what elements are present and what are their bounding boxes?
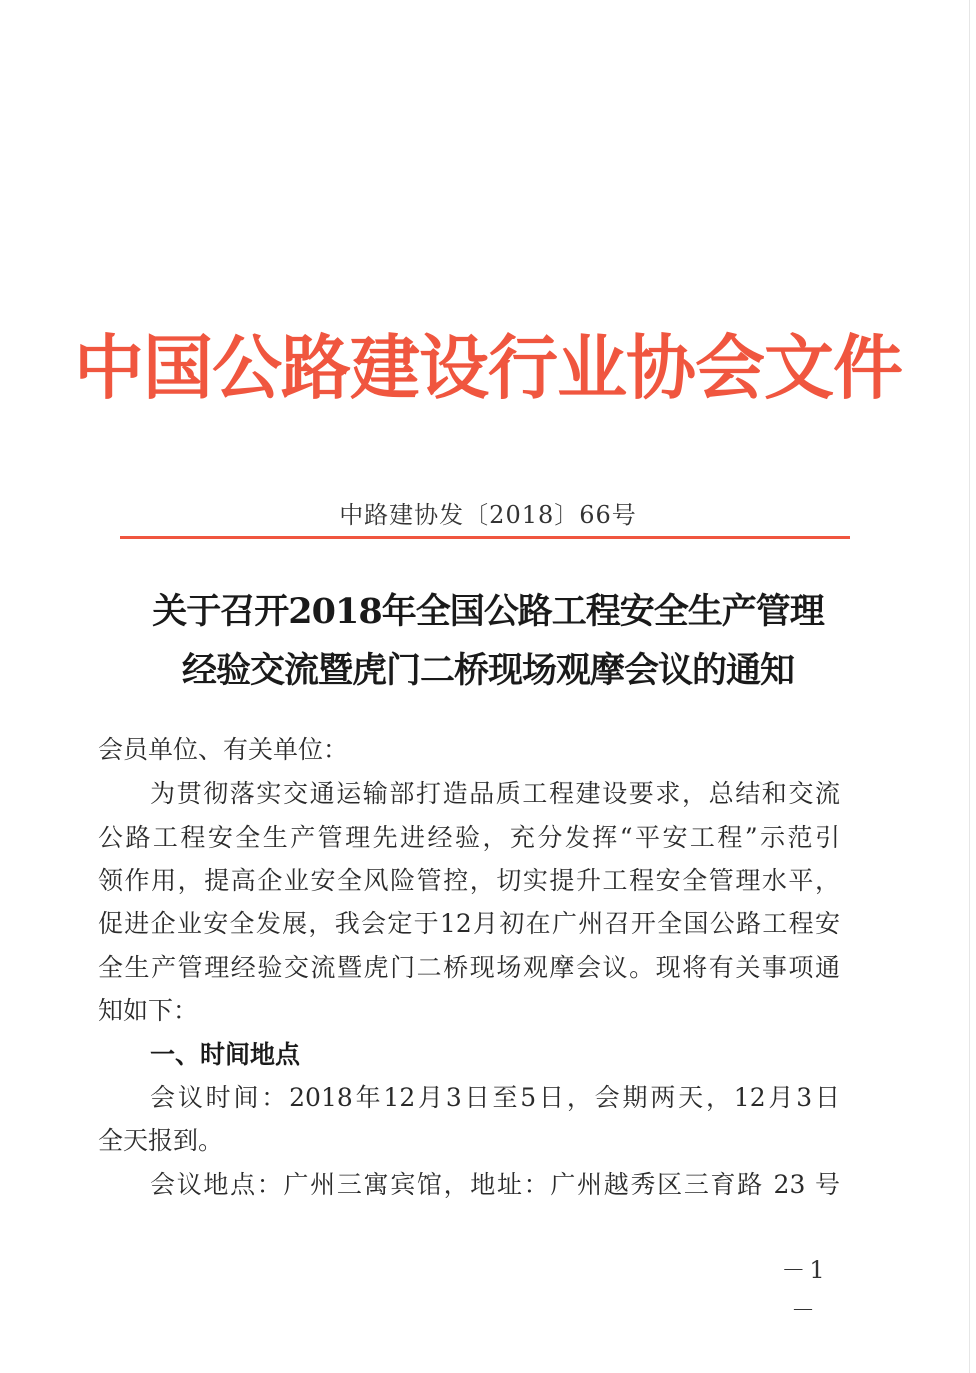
paragraph-1-line-2: 公路工程安全生产管理先进经验，充分发挥“平安工程”示范引 bbox=[98, 823, 840, 852]
notice-title-line-1: 关于召开2018年全国公路工程安全生产管理 bbox=[152, 591, 824, 632]
meeting-time-line-1: 会议时间：2018年12月3日至5日，会期两天，12月3日 bbox=[150, 1083, 840, 1112]
meeting-time-line-2: 全天报到。 bbox=[98, 1126, 224, 1155]
masthead-title: 中国公路建设行业协会文件 bbox=[74, 327, 902, 409]
paragraph-1-line-4: 促进企业安全发展，我会定于12月初在广州召开全国公路工程安 bbox=[98, 909, 840, 938]
paragraph-1-line-6: 知如下： bbox=[98, 996, 199, 1025]
paragraph-1-line-5: 全生产管理经验交流暨虎门二桥现场观摩会议。现将有关事项通 bbox=[98, 953, 840, 982]
paragraph-1-line-1: 为贯彻落实交通运输部打造品质工程建设要求，总结和交流 bbox=[150, 779, 840, 808]
notice-title-line-2: 经验交流暨虎门二桥现场观摩会议的通知 bbox=[181, 650, 794, 691]
salutation: 会员单位、有关单位： bbox=[98, 735, 349, 764]
meeting-place-line-1: 会议地点：广州三寓宾馆，地址：广州越秀区三育路 23 号 bbox=[150, 1170, 840, 1199]
document-number: 中路建协发〔2018〕66号 bbox=[339, 501, 637, 529]
section-1-heading: 一、时间地点 bbox=[150, 1040, 301, 1069]
paragraph-1-line-3: 领作用，提高企业安全风险管控，切实提升工程安全管理水平， bbox=[98, 866, 840, 895]
page-number: －1－ bbox=[781, 1256, 829, 1324]
red-divider-line bbox=[120, 536, 850, 539]
